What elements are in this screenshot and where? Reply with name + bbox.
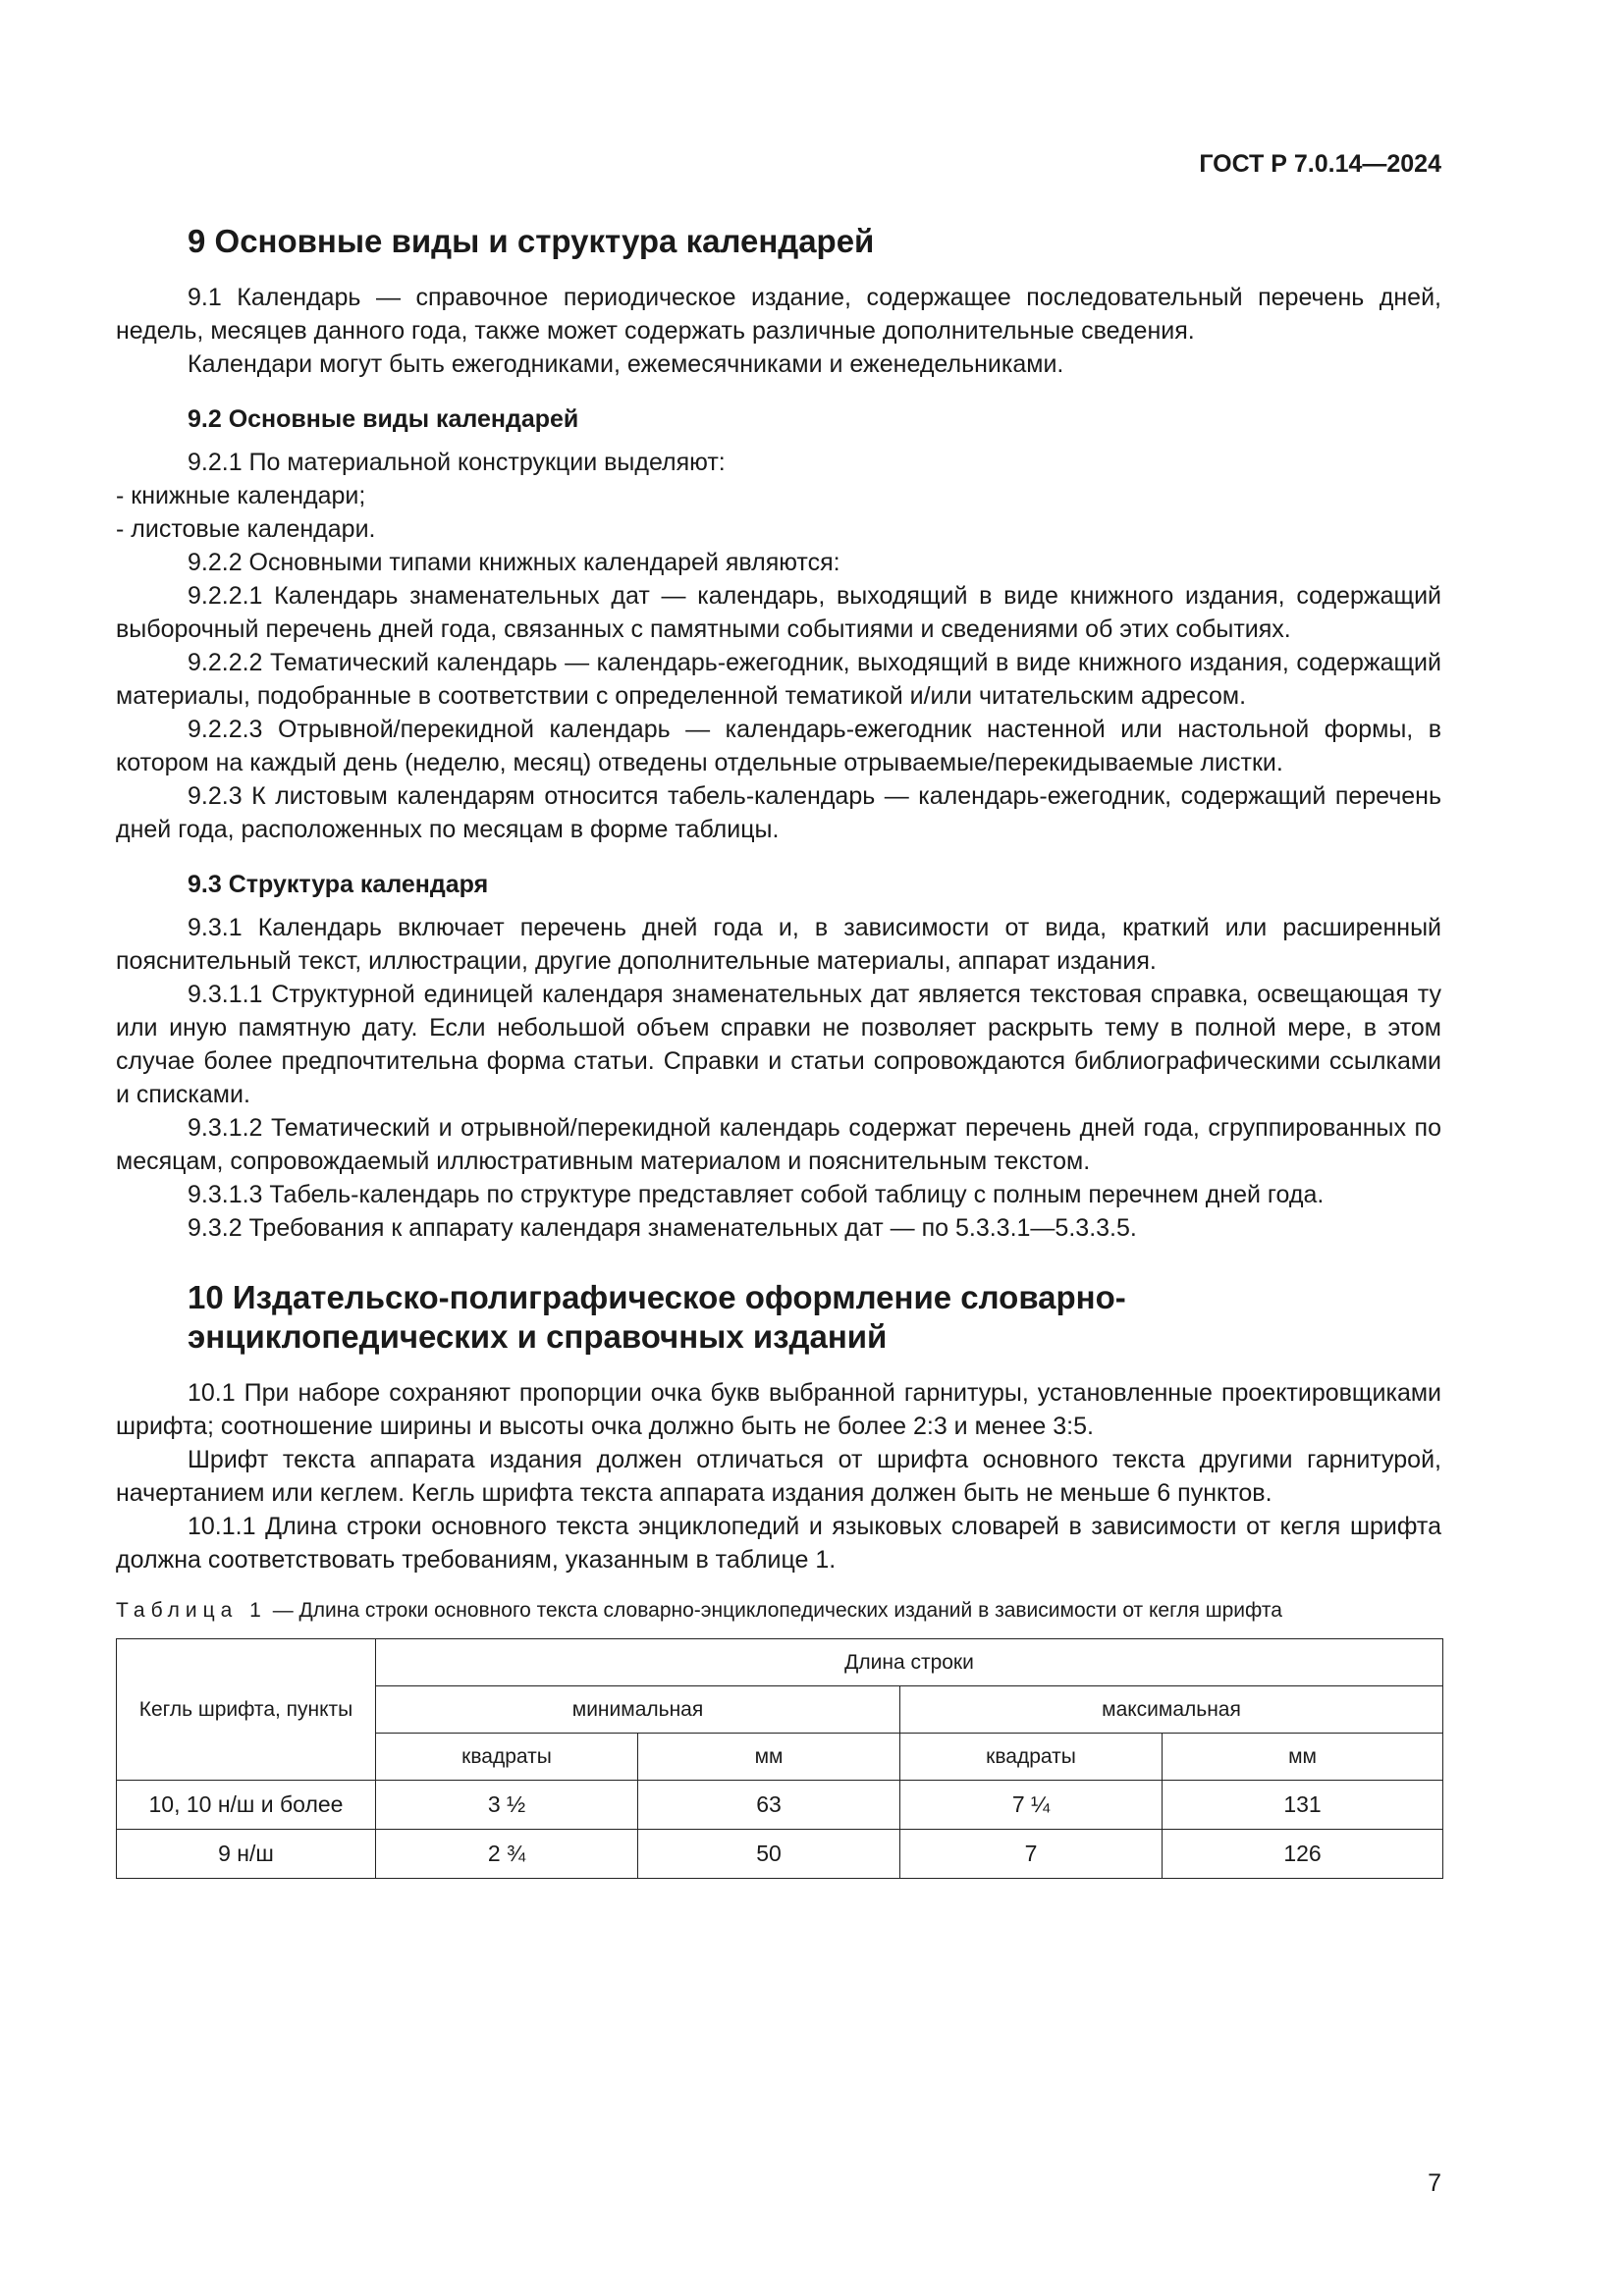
paragraph-9-2-2-2: 9.2.2.2 Тематический календарь — календарь-ежегодник, выходящий в виде книжного издания, содержащий материалы, подобранные в соответствии с определенной тематикой и/или читательским адресом. — [116, 649, 1441, 710]
header-min-squares: квадраты — [376, 1734, 638, 1781]
table-caption — [116, 1596, 1441, 1625]
paragraph-9-2-2-1: 9.2.2.1 Календарь знаменательных дат — календарь, выходящий в виде книжного издания, содержащий выборочный перечень дней года, связанных с памятными событиями и сведениями об этих событиях. — [116, 582, 1441, 643]
cell-max-mm: 131 — [1163, 1781, 1443, 1830]
section-10-title — [188, 1278, 1441, 1357]
header-line-length: Длина строки — [376, 1639, 1443, 1686]
section-10-title-line2: энциклопедических и справочных изданий — [188, 1318, 888, 1355]
paragraph-9-3-1-3: 9.3.1.3 Табель-календарь по структуре представляет собой таблицу с полным перечнем дней года. — [188, 1181, 1325, 1208]
header-font-size: Кегль шрифта, пункты — [117, 1639, 376, 1781]
paragraph-9-2-3: 9.2.3 К листовым календарям относится табель-календарь — календарь-ежегодник, содержащий перечень дней года, расположенных по месяцам в форме таблицы. — [116, 782, 1441, 843]
document-id-header: ГОСТ Р 7.0.14—2024 — [1199, 150, 1441, 178]
cell-font-size: 10, 10 н/ш и более — [117, 1781, 376, 1830]
list-item-book-calendars: - книжные календари; — [116, 482, 366, 509]
header-max-squares: квадраты — [900, 1734, 1163, 1781]
subsection-9-2-title: 9.2 Основные виды календарей — [188, 405, 579, 433]
line-length-table — [116, 1638, 1443, 1879]
cell-max-squares: 7 ¼ — [900, 1781, 1163, 1830]
section-9-title: 9 Основные виды и структура календарей — [188, 223, 875, 259]
paragraph-9-2-2-3: 9.2.2.3 Отрывной/перекидной календарь — календарь-ежегодник настенной или настольной формы, в котором на каждый день (неделю, месяц) отведены отдельные отрываемые/перекидываемые листки. — [116, 716, 1441, 776]
header-minimal: минимальная — [376, 1686, 900, 1734]
page-content — [116, 222, 1441, 1879]
table-row — [117, 1830, 1443, 1879]
cell-max-squares: 7 — [900, 1830, 1163, 1879]
paragraph-9-3-1-2: 9.3.1.2 Тематический и отрывной/перекидной календарь содержат перечень дней года, сгруппированных по месяцам, сопровождаемый иллюстративным материалом и пояснительным текстом. — [116, 1114, 1441, 1175]
table-row — [117, 1781, 1443, 1830]
cell-font-size: 9 н/ш — [117, 1830, 376, 1879]
list-item-sheet-calendars: - листовые календари. — [116, 515, 376, 543]
section-10-title-line1: 10 Издательско-полиграфическое оформление словарно- — [188, 1279, 1126, 1315]
header-min-mm: мм — [638, 1734, 900, 1781]
header-max-mm: мм — [1163, 1734, 1443, 1781]
paragraph-10-1-1: 10.1.1 Длина строки основного текста энциклопедий и языковых словарей в зависимости от кегля шрифта должна соответствовать требованиям, указанным в таблице 1. — [116, 1513, 1441, 1574]
paragraph-10-1-cont: Шрифт текста аппарата издания должен отличаться от шрифта основного текста другими гарнитурой, начертанием или кеглем. Кегль шрифта текста аппарата издания должен быть не меньше 6 пунктов. — [116, 1446, 1441, 1507]
paragraph-9-2-2: 9.2.2 Основными типами книжных календарей являются: — [188, 549, 840, 576]
paragraph-9-1: 9.1 Календарь — справочное периодическое издание, содержащее последовательный перечень дней, недель, месяцев данного года, также может содержать различные дополнительные сведения. — [116, 284, 1441, 345]
paragraph-9-3-1-1: 9.3.1.1 Структурной единицей календаря знаменательных дат является текстовая справка, освещающая ту или иную памятную дату. Если небольшой объем справки не позволяет раскрыть тему в полной мере, в этом случае более предпочтительна форма статьи. Справки и статьи сопровождаются библиографическими ссылками и списками. — [116, 981, 1441, 1108]
cell-min-mm: 50 — [638, 1830, 900, 1879]
table-caption-label: Таблица 1 — [116, 1599, 267, 1622]
cell-max-mm: 126 — [1163, 1830, 1443, 1879]
subsection-9-3-title: 9.3 Структура календаря — [188, 871, 489, 898]
paragraph-9-3-2: 9.3.2 Требования к аппарату календаря знаменательных дат — по 5.3.3.1—5.3.3.5. — [188, 1214, 1137, 1242]
cell-min-mm: 63 — [638, 1781, 900, 1830]
table-caption-text: — Длина строки основного текста словарно-энциклопедических изданий в зависимости от кегля шрифта — [266, 1599, 1282, 1622]
cell-min-squares: 3 ½ — [376, 1781, 638, 1830]
paragraph-9-1-cont: Календари могут быть ежегодниками, ежемесячниками и еженедельниками. — [188, 350, 1064, 378]
paragraph-10-1: 10.1 При наборе сохраняют пропорции очка букв выбранной гарнитуры, установленные проектировщиками шрифта; соотношение ширины и высоты очка должно быть не более 2:3 и менее 3:5. — [116, 1379, 1441, 1440]
paragraph-9-2-1: 9.2.1 По материальной конструкции выделяют: — [188, 449, 726, 476]
page-number: 7 — [1428, 2169, 1441, 2197]
paragraph-9-3-1: 9.3.1 Календарь включает перечень дней года и, в зависимости от вида, краткий или расширенный пояснительный текст, иллюстрации, другие дополнительные материалы, аппарат издания. — [116, 914, 1441, 975]
cell-min-squares: 2 ¾ — [376, 1830, 638, 1879]
header-maximal: максимальная — [900, 1686, 1443, 1734]
